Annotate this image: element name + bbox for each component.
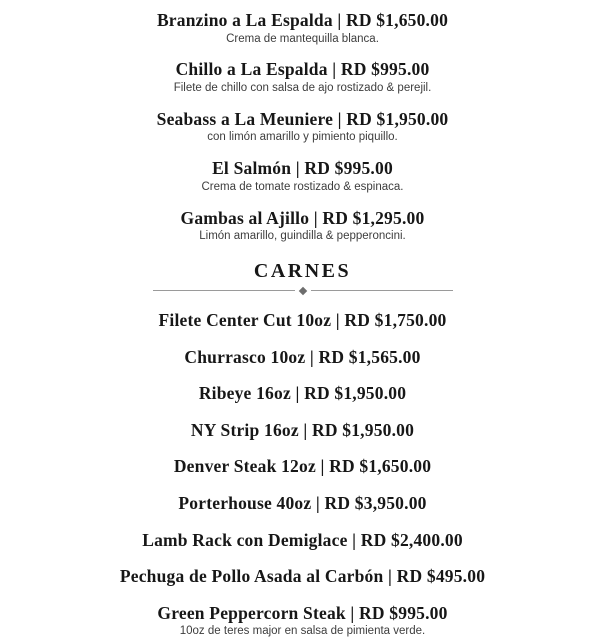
divider-line-left xyxy=(153,290,295,291)
menu-item xyxy=(40,348,565,368)
menu-item-title: Churrasco 10oz | RD $1,565.00 xyxy=(184,346,421,367)
diamond-icon xyxy=(298,287,306,295)
menu-item xyxy=(40,209,565,244)
menu-item-title: Branzino a La Espalda | RD $1,650.00 xyxy=(156,10,449,30)
section-header-carnes xyxy=(40,260,565,294)
menu-item xyxy=(40,384,565,404)
menu-item-description: Crema de mantequilla blanca. xyxy=(226,32,379,45)
menu-item xyxy=(40,457,565,477)
menu-item-title: Ribeye 16oz | RD $1,950.00 xyxy=(198,383,407,404)
menu-item-title: Lamb Rack con Demiglace | RD $2,400.00 xyxy=(142,529,463,550)
menu-item-title: Denver Steak 12oz | RD $1,650.00 xyxy=(173,456,432,477)
divider-line-right xyxy=(311,290,453,291)
menu-item-title: Filete Center Cut 10oz | RD $1,750.00 xyxy=(158,309,447,330)
menu-item-description: 10oz de teres major en salsa de pimienta verde. xyxy=(179,625,426,638)
menu-item xyxy=(40,11,565,46)
menu-item xyxy=(40,421,565,441)
menu-item xyxy=(40,604,565,639)
menu-item xyxy=(40,567,565,587)
section-divider xyxy=(153,288,453,294)
menu-item xyxy=(40,110,565,145)
menu-item-description: Filete de chillo con salsa de ajo rostizado & perejil. xyxy=(173,81,432,94)
menu-item-description: con limón amarillo y pimiento piquillo. xyxy=(207,131,398,144)
menu-item-title: El Salmón | RD $995.00 xyxy=(212,158,393,179)
menu-item xyxy=(40,159,565,194)
menu-item-title: Chillo a La Espalda | RD $995.00 xyxy=(175,59,430,80)
menu-item-title: Pechuga de Pollo Asada al Carbón | RD $495.00 xyxy=(119,566,486,587)
menu-item-description: Limón amarillo, guindilla & pepperoncini. xyxy=(199,230,406,243)
menu-item-description: Crema de tomate rostizado & espinaca. xyxy=(201,180,404,193)
menu-item-title: Green Peppercorn Steak | RD $995.00 xyxy=(157,602,448,623)
menu-item-title: Gambas al Ajillo | RD $1,295.00 xyxy=(180,207,425,228)
menu-item xyxy=(40,531,565,551)
menu-item xyxy=(40,494,565,514)
menu-item xyxy=(40,60,565,95)
menu-item xyxy=(40,311,565,331)
menu-item-title: Porterhouse 40oz | RD $3,950.00 xyxy=(178,492,427,513)
menu-item-title: NY Strip 16oz | RD $1,950.00 xyxy=(190,419,415,440)
menu-item-title: Seabass a La Meuniere | RD $1,950.00 xyxy=(156,108,449,129)
section-title: CARNES xyxy=(253,259,352,282)
